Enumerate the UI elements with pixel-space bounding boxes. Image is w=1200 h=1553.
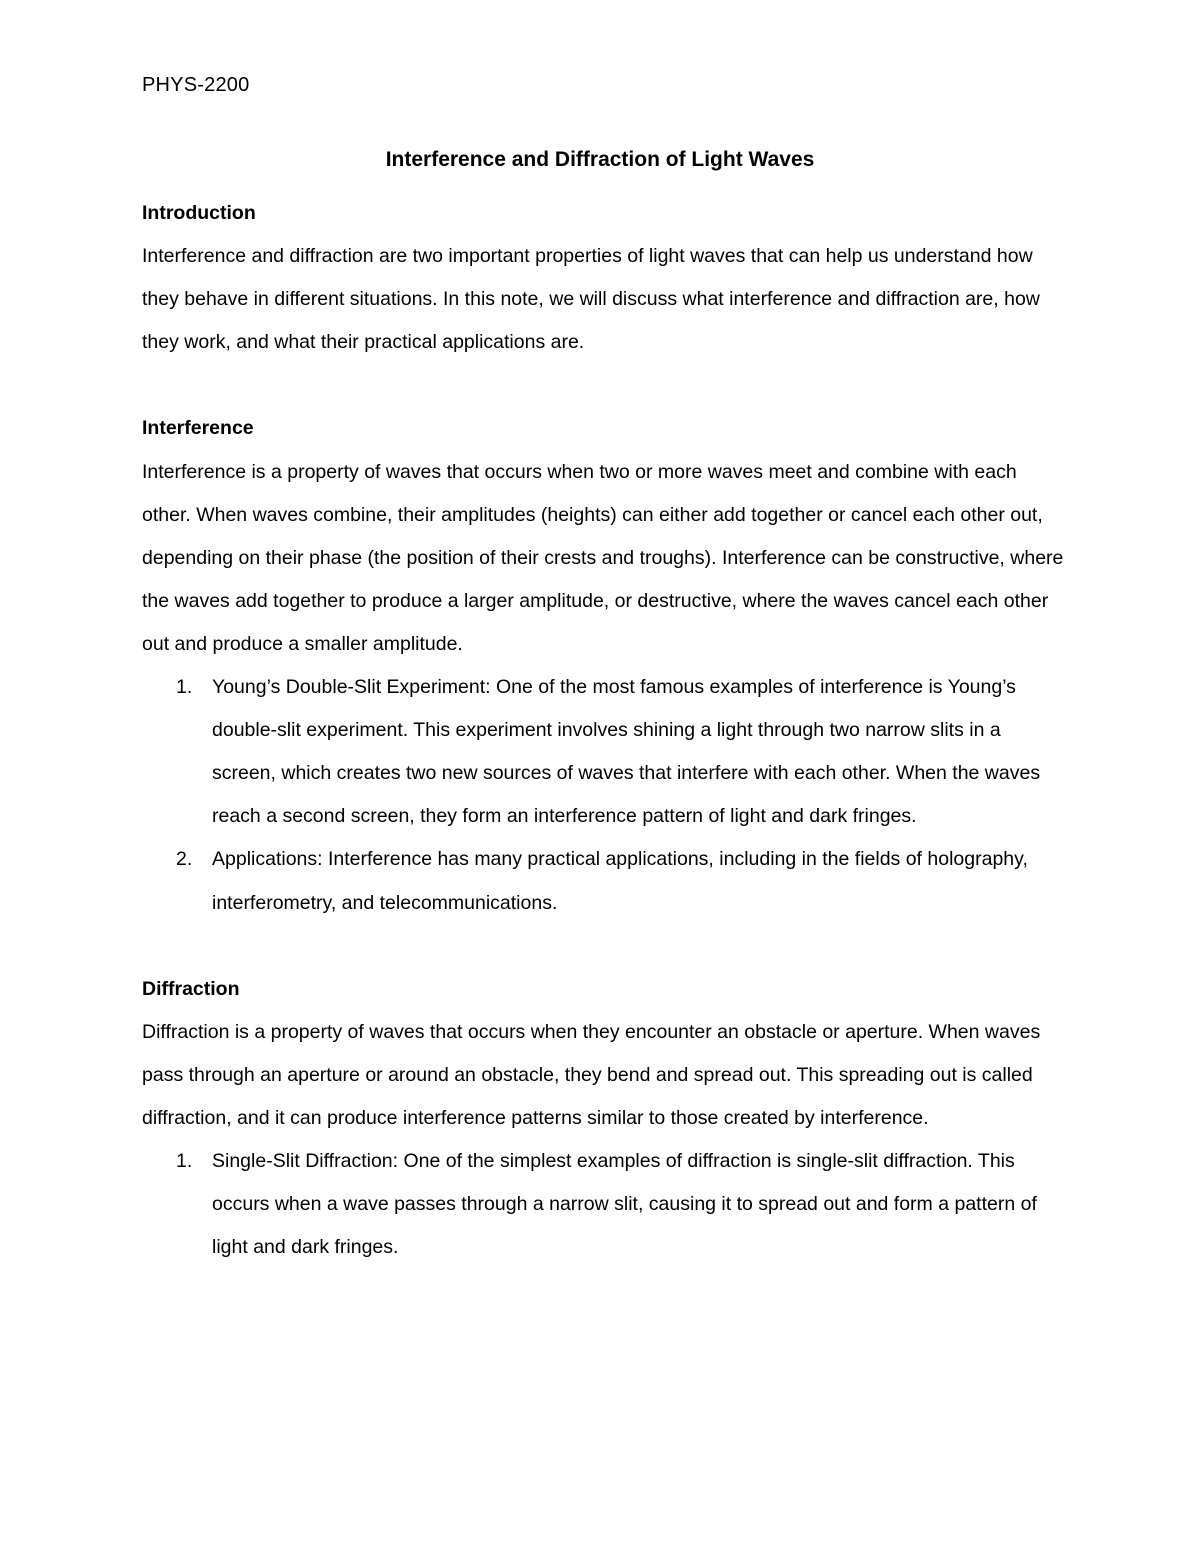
section-paragraph: Diffraction is a property of waves that occurs when they encounter an obstacle or aperture. When waves pass through an aperture or around an obstacle, they bend and spread out. This spreading out is called diffraction, and it can produce interference patterns similar to those created by interference. [142, 1020, 1041, 1129]
list-item [142, 666, 1067, 838]
document-title: Interference and Diffraction of Light Waves [385, 148, 815, 171]
numbered-list [142, 666, 1067, 925]
list-item [142, 838, 1067, 924]
course-code: PHYS-2200 [142, 74, 250, 96]
section-heading: Interference [142, 417, 254, 440]
section-heading: Diffraction [142, 977, 240, 1000]
list-item-text: Single-Slit Diffraction: One of the simplest examples of diffraction is single-slit diffraction. This occurs when a wave passes through a narrow slit, causing it to spread out and form a pattern of light and dark fringes. [212, 1150, 1037, 1259]
list-item-number: 1. [176, 676, 193, 699]
paragraph-spacer [142, 925, 1067, 968]
section-heading: Introduction [142, 202, 256, 224]
list-item-text: Young’s Double-Slit Experiment: One of the most famous examples of interference is Young’s double-slit experiment. This experiment involves shining a light through two narrow slits in a screen, which creates two new sources of waves that interfere with each other. When the waves reach a second screen, they form an interference pattern of light and dark fringes. [212, 676, 1041, 828]
section-diffraction [142, 968, 1067, 1270]
list-item-text: Applications: Interference has many practical applications, including in the fields of holography, interferometry, and telecommunications. [212, 848, 1028, 914]
list-item [142, 1140, 1067, 1269]
section-paragraph: Interference is a property of waves that occurs when two or more waves meet and combine with each other. When waves combine, their amplitudes (heights) can either add together or cancel each other out, depending on their phase (the position of their crests and troughs). Interference can be constructive, where the waves add together to produce a larger amplitude, or destructive, where the waves cancel each other out and produce a smaller amplitude. [142, 460, 1064, 655]
numbered-list [142, 1140, 1067, 1269]
list-item-number: 2. [176, 848, 193, 871]
document-body [142, 192, 1067, 1269]
list-item-number: 1. [176, 1150, 193, 1173]
paragraph-spacer [142, 364, 1067, 407]
section-introduction [142, 192, 1067, 364]
section-interference [142, 407, 1067, 924]
section-paragraph: Interference and diffraction are two important properties of light waves that can help us understand how they behave in different situations. In this note, we will discuss what interference and diffraction are, how they work, and what their practical applications are. [142, 245, 1040, 354]
